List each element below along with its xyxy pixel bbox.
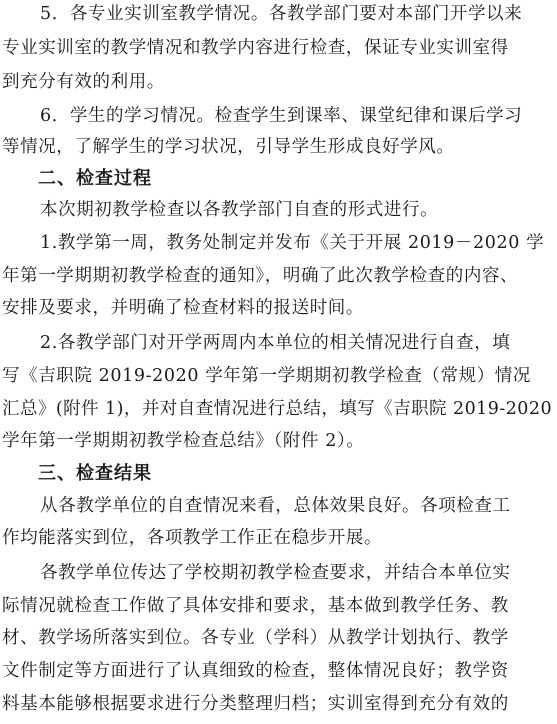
process-item-1-line-1: 1.教学第一周，教务处制定并发布《关于开展 2019－2020 学 <box>40 233 545 253</box>
section-heading-results: 三、检查结果 <box>38 463 152 484</box>
results-para-2-line-4: 文件制定等方面进行了认真细致的检查，整体情况良好；教学资 <box>2 661 509 681</box>
results-para-1-line-1: 从各教学单位的自查情况来看，总体效果良好。各项检查工 <box>40 496 511 516</box>
process-item-2-line-2: 写《吉职院 2019-2020 学年第一学期期初教学检查（常规）情况 <box>2 366 532 386</box>
results-para-1-line-2: 作均能落实到位，各项教学工作正在稳步开展。 <box>2 528 383 548</box>
results-para-2-line-1: 各教学单位传达了学校期初教学检查要求，并结合本单位实 <box>40 563 511 583</box>
process-intro: 本次期初教学检查以各教学部门自查的形式进行。 <box>40 200 439 220</box>
paragraph-6-line-1: 6．学生的学习情况。检查学生到课率、课堂纪律和课后学习 <box>40 106 523 126</box>
results-para-2-line-3: 材、教学场所落实到位。各专业（学科）从教学计划执行、教学 <box>2 628 509 648</box>
paragraph-6-line-2: 等情况，了解学生的学习状况，引导学生形成良好学风。 <box>2 137 455 157</box>
section-heading-process: 二、检查过程 <box>38 168 152 189</box>
results-para-2-line-2: 际情况就检查工作做了具体安排和要求，基本做到教学任务、教 <box>2 596 509 616</box>
process-item-2-line-4: 学年第一学期期初教学检查总结》（附件 2）。 <box>2 431 365 451</box>
process-item-2-line-1: 2.各教学部门对开学两周内本单位的相关情况进行自查，填 <box>40 333 511 353</box>
process-item-2-line-3: 汇总》(附件 1)，并对自查情况进行总结，填写《吉职院 2019-2020 <box>2 399 553 419</box>
paragraph-5-line-3: 到充分有效的利用。 <box>2 72 165 92</box>
paragraph-5-line-1: 5．各专业实训室教学情况。各教学部门要对本部门开学以来 <box>40 4 523 24</box>
process-item-1-line-3: 安排及要求，并明确了检查材料的报送时间。 <box>2 298 364 318</box>
paragraph-5-line-2: 专业实训室的教学情况和教学内容进行检查，保证专业实训室得 <box>2 38 509 58</box>
results-para-2-line-5: 料基本能够根据要求进行分类整理归档；实训室得到充分有效的 <box>2 694 509 714</box>
process-item-1-line-2: 年第一学期期初教学检查的通知》，明确了此次教学检查的内容、 <box>2 266 519 286</box>
